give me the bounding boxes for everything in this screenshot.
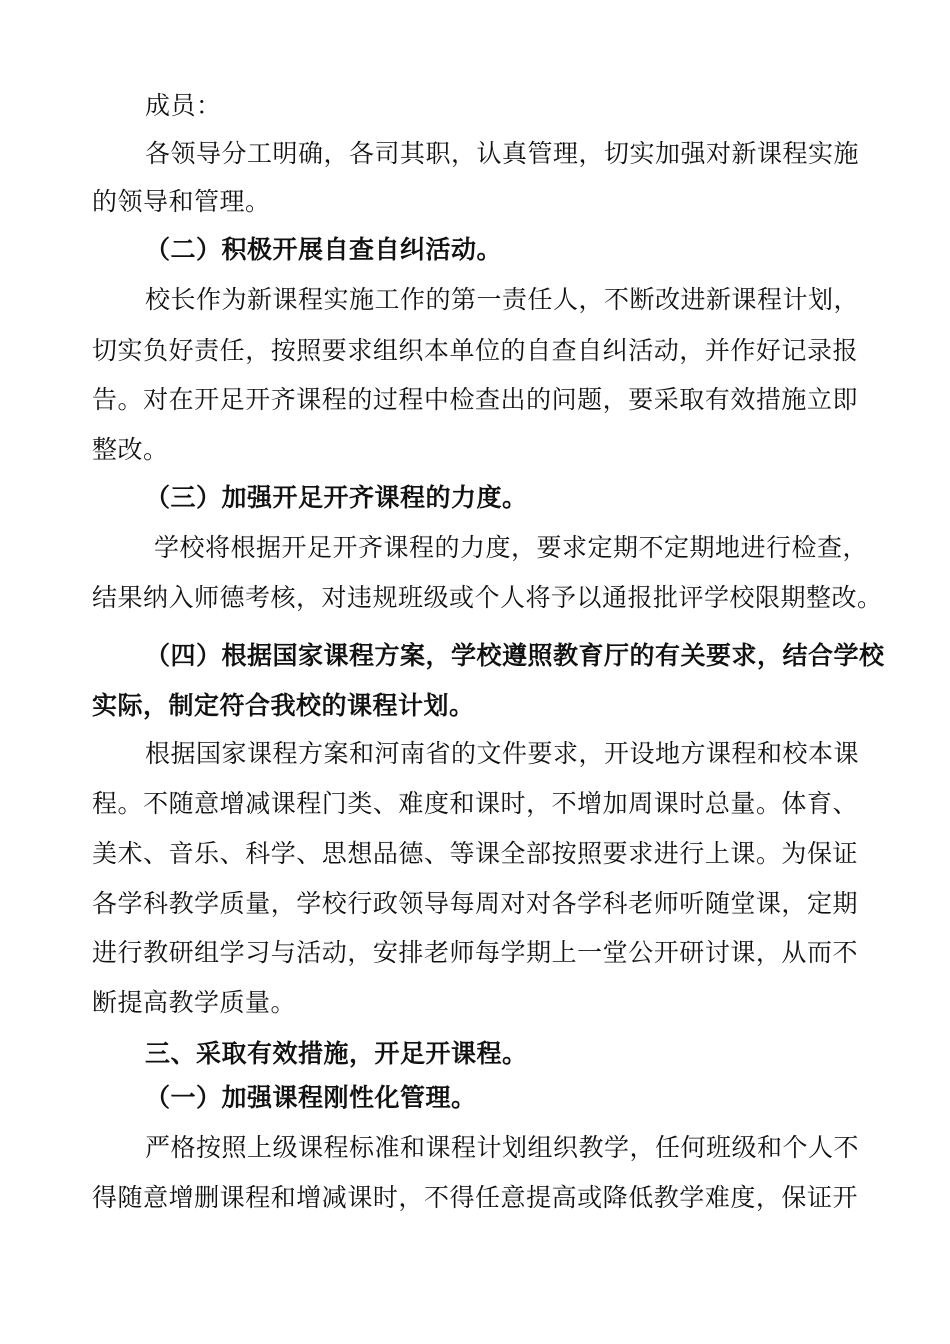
paragraph-line: 结果纳入师德考核，对违规班级或个人将予以通报批评学校限期整改。: [92, 583, 883, 612]
paragraph-line: 切实负好责任，按照要求组织本单位的自查自纠活动，并作好记录报: [92, 336, 858, 365]
paragraph-line: 校长作为新课程实施工作的第一责任人，不断改进新课程计划，: [145, 285, 860, 314]
paragraph-line: 程。不随意增减课程门类、难度和课时，不增加周课时总量。体育、: [92, 789, 858, 818]
main-heading-3: 三、采取有效措施，开足开课程。: [145, 1039, 528, 1068]
paragraph-line: 整改。: [92, 435, 169, 464]
members-label: 成员：: [145, 91, 222, 120]
paragraph-line: 的领导和管理。: [92, 187, 271, 216]
section-heading-4: （四）根据国家课程方案，学校遵照教育厅的有关要求，结合学校: [145, 641, 885, 670]
paragraph-line: 告。对在开足开齐课程的过程中检查出的问题，要采取有效措施立即: [92, 385, 858, 414]
section-heading-3: （三）加强开足开齐课程的力度。: [145, 483, 528, 512]
section-heading-1: （一）加强课程刚性化管理。: [145, 1083, 477, 1112]
paragraph-line: 得随意增删课程和增减课时，不得任意提高或降低教学难度，保证开: [92, 1183, 858, 1212]
paragraph-line: 各学科教学质量，学校行政领导每周对对各学科老师听随堂课，定期: [92, 889, 858, 918]
paragraph-line: 各领导分工明确，各司其职，认真管理，切实加强对新课程实施: [145, 139, 860, 168]
paragraph-line: 进行教研组学习与活动，安排老师每学期上一堂公开研讨课，从而不: [92, 938, 858, 967]
paragraph-line: 根据国家课程方案和河南省的文件要求，开设地方课程和校本课: [145, 739, 860, 768]
section-heading-4-cont: 实际，制定符合我校的课程计划。: [92, 691, 475, 720]
paragraph-line: 严格按照上级课程标准和课程计划组织教学，任何班级和个人不: [145, 1133, 860, 1162]
paragraph-line: 美术、音乐、科学、思想品德、等课全部按照要求进行上课。为保证: [92, 839, 858, 868]
paragraph-line: 学校将根据开足开齐课程的力度，要求定期不定期地进行检查，: [154, 533, 869, 562]
paragraph-line: 断提高教学质量。: [92, 988, 297, 1017]
section-heading-2: （二）积极开展自查自纠活动。: [145, 235, 503, 264]
